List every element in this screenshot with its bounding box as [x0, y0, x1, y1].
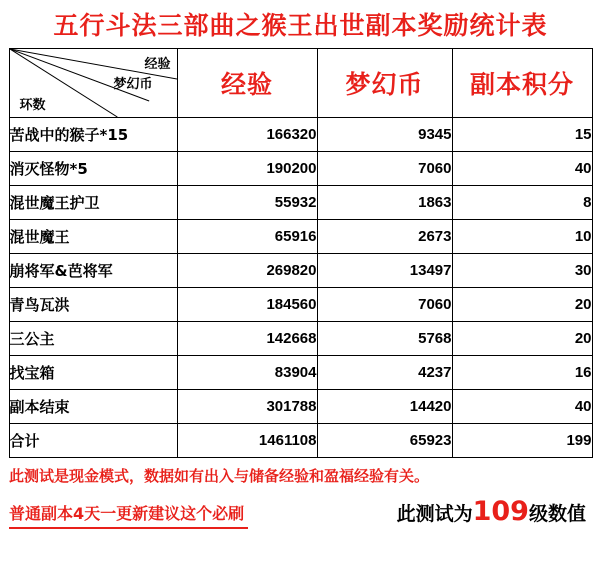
- column-header-points: 副本积分: [452, 48, 592, 117]
- note-level-value: 109: [472, 495, 529, 527]
- cell-exp: 142668: [177, 321, 317, 355]
- table-row: [9, 253, 592, 287]
- row-label: 苦战中的猴子*15: [9, 117, 177, 151]
- cell-coin: 14420: [317, 389, 452, 423]
- cell-exp: 65916: [177, 219, 317, 253]
- cell-points: 8: [452, 185, 592, 219]
- cell-exp: 190200: [177, 151, 317, 185]
- table-row: [9, 185, 592, 219]
- row-label: 崩将军&芭将军: [9, 253, 177, 287]
- bottom-notes: [9, 496, 592, 529]
- cell-points: 30: [452, 253, 592, 287]
- note-level-suffix: 级数值: [528, 502, 586, 525]
- note-level-prefix: 此测试为: [396, 502, 473, 525]
- table-row: [9, 321, 592, 355]
- row-label: 混世魔王: [9, 219, 177, 253]
- cell-points: 199: [452, 423, 592, 457]
- cell-exp: 1461108: [177, 423, 317, 457]
- corner-axis-coin: 梦幻币: [113, 76, 153, 92]
- row-label: 消灭怪物*5: [9, 151, 177, 185]
- cell-coin: 65923: [317, 423, 452, 457]
- cell-exp: 301788: [177, 389, 317, 423]
- reward-stats-table: [9, 48, 593, 458]
- table-header-row: [9, 48, 592, 117]
- cell-coin: 1863: [317, 185, 452, 219]
- row-label: 三公主: [9, 321, 177, 355]
- table-row: [9, 219, 592, 253]
- cell-coin: 7060: [317, 287, 452, 321]
- table-row: [9, 151, 592, 185]
- cell-points: 20: [452, 287, 592, 321]
- table-row: [9, 355, 592, 389]
- cell-exp: 269820: [177, 253, 317, 287]
- note-cash-mode: 此测试是现金模式，数据如有出入与储备经验和盈福经验有关。: [9, 466, 430, 485]
- cell-points: 40: [452, 151, 592, 185]
- cell-coin: 7060: [317, 151, 452, 185]
- note-level: [397, 496, 592, 529]
- table-row-total: [9, 423, 592, 457]
- cell-points: 40: [452, 389, 592, 423]
- cell-coin: 4237: [317, 355, 452, 389]
- page-title: 五行斗法三部曲之猴王出世副本奖励统计表: [53, 11, 548, 40]
- cell-points: 20: [452, 321, 592, 355]
- table-corner-cell: [9, 48, 177, 117]
- cell-points: 10: [452, 219, 592, 253]
- cell-exp: 83904: [177, 355, 317, 389]
- cell-coin: 2673: [317, 219, 452, 253]
- cell-points: 15: [452, 117, 592, 151]
- row-label: 合计: [9, 423, 177, 457]
- table-row: [9, 287, 592, 321]
- row-label: 副本结束: [9, 389, 177, 423]
- row-label: 找宝箱: [9, 355, 177, 389]
- cell-points: 16: [452, 355, 592, 389]
- cell-exp: 55932: [177, 185, 317, 219]
- table-row: [9, 389, 592, 423]
- row-label: 青鸟瓦洪: [9, 287, 177, 321]
- column-header-coin: 梦幻币: [317, 48, 452, 117]
- cell-exp: 166320: [177, 117, 317, 151]
- cell-coin: 9345: [317, 117, 452, 151]
- note-recommendation: 普通副本4天一更新建议这个必刷: [9, 501, 248, 529]
- column-header-exp: 经验: [177, 48, 317, 117]
- corner-axis-exp: 经验: [144, 56, 171, 72]
- corner-axis-round: 环数: [19, 97, 46, 113]
- row-label: 混世魔王护卫: [9, 185, 177, 219]
- cell-exp: 184560: [177, 287, 317, 321]
- table-row: [9, 117, 592, 151]
- cell-coin: 5768: [317, 321, 452, 355]
- cell-coin: 13497: [317, 253, 452, 287]
